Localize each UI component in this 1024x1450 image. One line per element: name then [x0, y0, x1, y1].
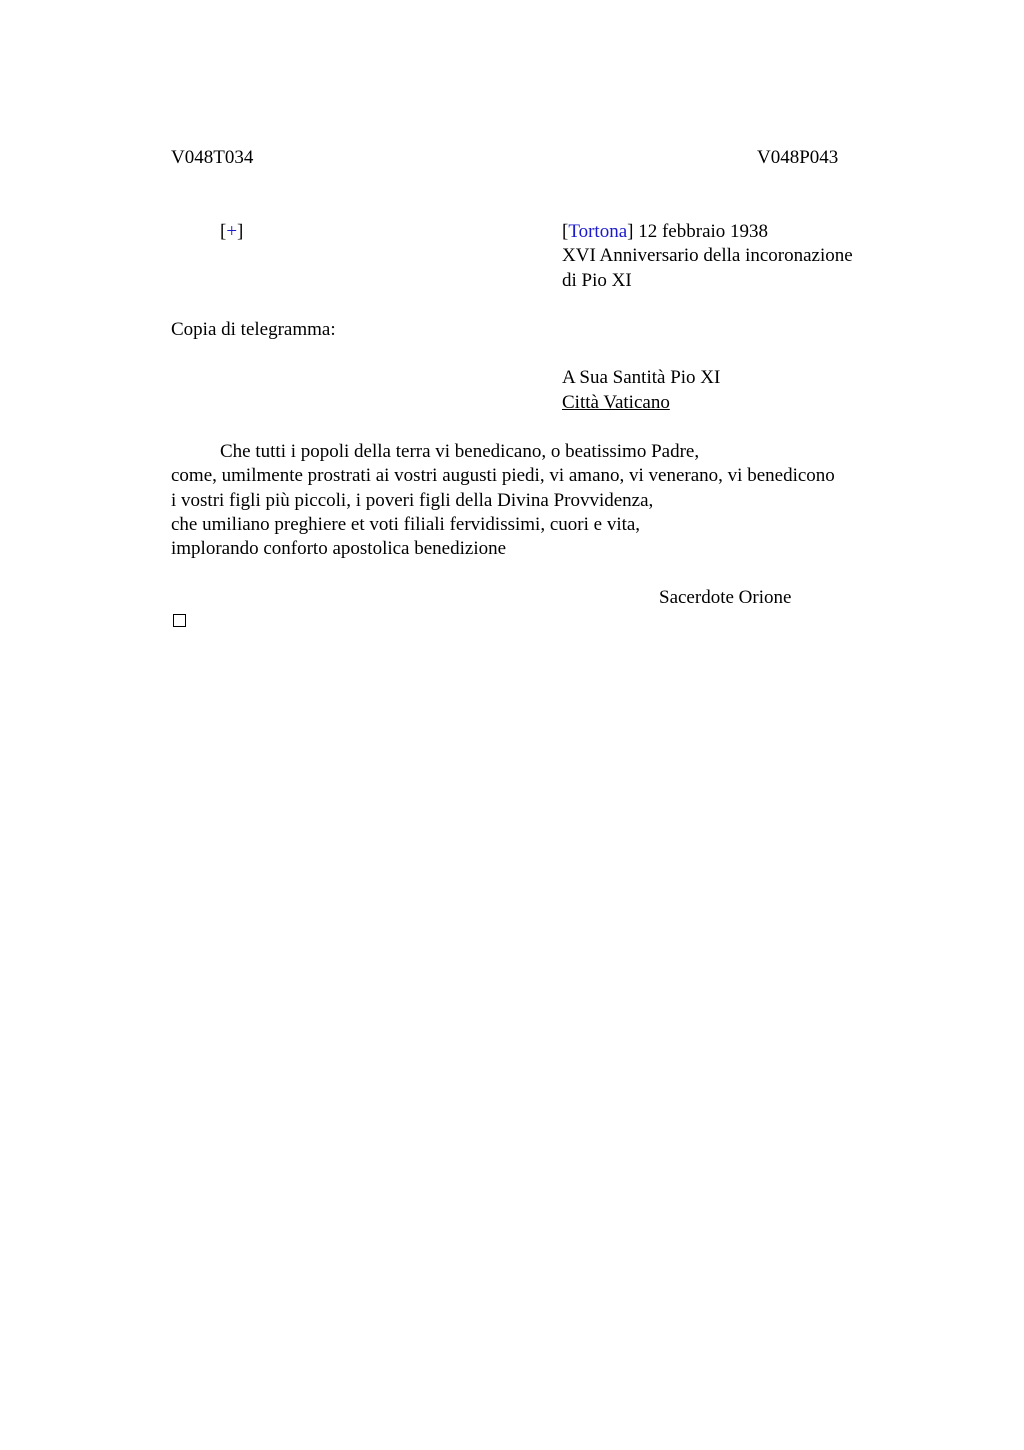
body-line: Che tutti i popoli della terra vi benedicano, o beatissimo Padre, [220, 441, 700, 462]
signature: Sacerdote Orione [659, 587, 792, 608]
body-line: che umiliano preghiere et voti filiali fervidissimi, cuori e vita, [171, 514, 641, 535]
cross-mark [220, 220, 243, 245]
body-line: come, umilmente prostrati ai vostri augusti piedi, vi amano, vi venerano, vi benedicono [171, 465, 835, 486]
body-line: implorando conforto apostolica benedizione [171, 538, 507, 559]
bracket-open: [ [220, 221, 227, 242]
letter-date: 12 febbraio 1938 [633, 221, 769, 242]
bracket-close: ] [627, 221, 634, 242]
place-link[interactable]: Tortona [568, 221, 628, 242]
recipient-name: A Sua Santità Pio XI [562, 367, 721, 388]
occasion-line-1: XVI Anniversario della incoronazione [562, 245, 853, 266]
recipient-place: Città Vaticano [562, 392, 670, 413]
cross-link[interactable]: + [226, 221, 238, 242]
checkbox-icon [173, 614, 186, 627]
bracket-close: ] [237, 221, 244, 242]
bracket-open: [ [562, 221, 569, 242]
volume-text-code: V048T034 [171, 147, 254, 168]
volume-page-code: V048P043 [757, 147, 839, 168]
body-line: i vostri figli più piccoli, i poveri figli della Divina Provvidenza, [171, 490, 654, 511]
place-date-line [562, 220, 768, 245]
intro-text: Copia di telegramma: [171, 319, 336, 340]
occasion-line-2: di Pio XI [562, 270, 632, 291]
